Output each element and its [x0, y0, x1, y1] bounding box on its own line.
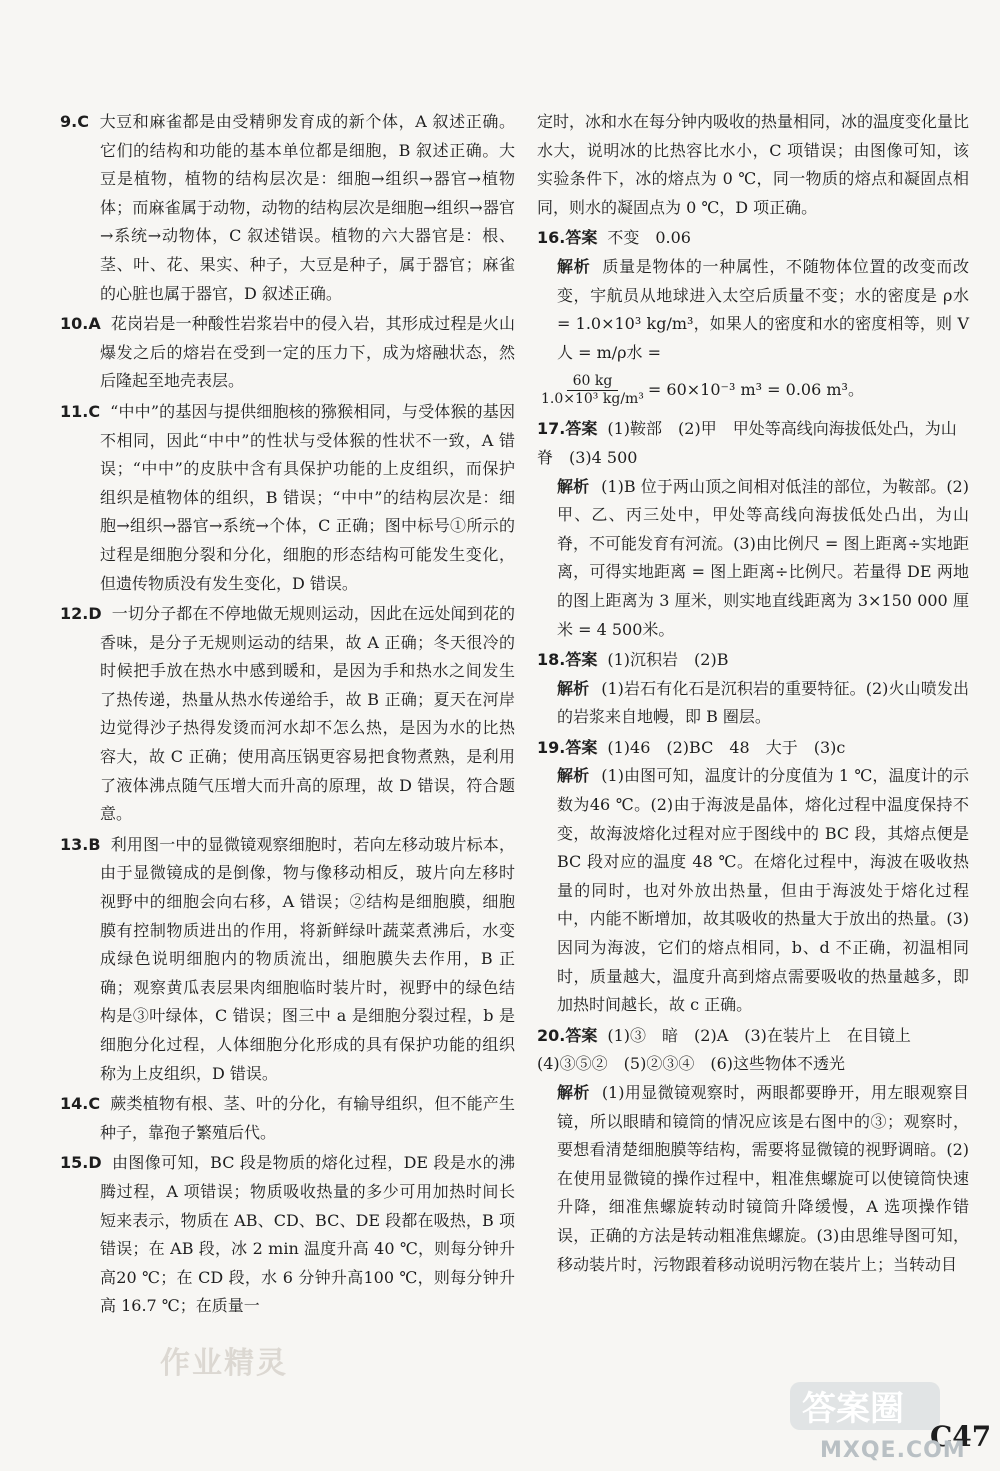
answer-item-16 [537, 224, 969, 413]
item-answer: 不变 0.06 [607, 228, 691, 248]
jiexi-text: (1)B 位于两山顶之间相对低洼的部位，为鞍部。(2)甲、乙、丙三处中，甲处等高线向海拔低处凸出，为山脊，不可能发育有河流。(3)由比例尺 = 图上距离÷实地距离，可得实地距离 = 图上距离÷比例尺。若量得 DE 两地的图上距离为 3 厘米，则实地直线距离为 3×150 000 厘米 = 4 500米。 [557, 476, 969, 639]
answer-item-18 [537, 646, 969, 732]
item-number: 17.答案 [537, 419, 598, 439]
jiexi-label: 解析 [557, 678, 590, 698]
formula-result: = 60×10⁻³ m³ = 0.06 m³。 [647, 380, 864, 400]
jiexi-text: (1)由图可知，温度计的分度值为 1 ℃，温度计的示数为46 ℃。(2)由于海波是晶体，熔化过程中温度保持不变，故海波熔化过程对应于图线中的 BC 段，其熔点便是 BC 段对应的温度 48 ℃。在熔化过程中，海波在吸收热量的同时，也对外放出热量，但由于海波处于熔化过程中，内能不断增加，故其吸收的热量大于放出的热量。(3)因同为海波，它们的熔点相同，b、d 不正确，初温相同时，质量越大，温度升高到熔点需要吸收的热量越多，即加热时间越长，故 c 正确。 [557, 766, 969, 1015]
answer-item-10 [60, 310, 515, 396]
item-answer: (1)46 (2)BC 48 大于 (3)c [607, 737, 846, 757]
item-number: 13.B [60, 834, 101, 854]
item-number: 11.C [60, 401, 101, 421]
item-text: 大豆和麻雀都是由受精卵发育成的新个体，A 叙述正确。它们的结构和功能的基本单位都是细胞，B 叙述正确。大豆是植物，植物的结构层次是：细胞→组织→器官→植物体；而麻雀属于动物，动物的结构层次是细胞→组织→器官→系统→动物体，C 叙述错误。植物的六大器官是：根、茎、叶、花、果实、种子，大豆是种子，属于器官；麻雀的心脏也属于器官，D 叙述正确。 [98, 112, 515, 303]
watermark-site: MXQE.COM [820, 1438, 966, 1463]
answer-item-13 [60, 831, 515, 1088]
jiexi-text: (1)岩石有化石是沉积岩的重要特征。(2)火山喷发出的岩浆来自地幔，即 B 圈层。 [557, 678, 969, 727]
item-answer: (1)③ 暗 (2)A (3)在装片上 在目镜上 (4)③⑤② (5)②③④ (6)这些物体不透光 [537, 1025, 927, 1074]
right-column [537, 108, 969, 1281]
volume-formula [537, 367, 969, 413]
item-text: 花岗岩是一种酸性岩浆岩中的侵入岩，其形成过程是火山爆发之后的熔岩在受到一定的压力下，成为熔融状态，然后隆起至地壳表层。 [100, 314, 515, 391]
jiexi-text: (1)用显微镜观察时，两眼都要睁开，用左眼观察目镜，所以眼睛和镜筒的情况应该是右图中的③；观察时，要想看清楚细胞膜等结构，需要将显微镜的视野调暗。(2)在使用显微镜的操作过程中，粗准焦螺旋可以使镜筒快速升降，细准焦螺旋转动时镜筒升降缓慢，A 选项操作错误，正确的方法是转动粗准焦螺旋。(3)由思维导图可知，移动装片时，污物跟着移动说明污物在装片上；当转动目 [557, 1083, 969, 1274]
watermark-zuoye-jingling: 作业精灵 [160, 1346, 288, 1381]
item-number: 10.A [60, 314, 101, 334]
fraction-numerator: 60 kg [567, 373, 619, 391]
page-number: C47 [930, 1420, 992, 1453]
jiexi-label: 解析 [557, 476, 590, 496]
jiexi-text: 质量是物体的一种属性，不随物体位置的改变而改变，宇航员从地球进入太空后质量不变；水的密度是 ρ水 = 1.0×10³ kg/m³，如果人的密度和水的密度相等，则 V人 = m/ρ水 = [557, 256, 969, 362]
item-number: 16.答案 [537, 228, 598, 248]
item-number: 12.D [60, 604, 102, 624]
item-text: 一切分子都在不停地做无规则运动，因此在远处闻到花的香味，是分子无规则运动的结果，故 A 正确；冬天很冷的时候把手放在热水中感到暖和，是因为手和热水之间发生了热传递，热量从热水传递给手，故 B 正确；夏天在河岸边觉得沙子热得发烫而河水却不怎么热，是因为水的比热容大，故 C 正确；使用高压锅更容易把食物煮熟，是利用了液体沸点随气压增大而升高的原理，故 D 错误，符合题意。 [100, 604, 515, 824]
answer-item-15 [60, 1149, 515, 1321]
item-text: 利用图一中的显微镜观察细胞时，若向左移动玻片标本，由于显微镜成的是倒像，物与像移动相反，玻片向左移时视野中的细胞会向右移，A 错误；②结构是细胞膜，细胞膜有控制物质进出的作用，将新鲜绿叶蔬菜煮沸后，水变成绿色说明细胞内的物质流出，细胞膜失去作用，B 正确；观察黄瓜表层果肉细胞临时装片时，视野中的绿色结构是③叶绿体，C 错误；图三中 a 是细胞分裂过程，b 是细胞分化过程，人体细胞分化形成的具有保护功能的组织称为上皮组织，D 错误。 [100, 834, 515, 1083]
watermark-logo-text: 答案圈 [802, 1389, 904, 1429]
item-number: 20.答案 [537, 1025, 598, 1045]
fraction-denominator: 1.0×10³ kg/m³ [541, 390, 644, 407]
item-text: 由图像可知，BC 段是物质的熔化过程，DE 段是水的沸腾过程，A 项错误；物质吸收热量的多少可用加热时间长短来表示，物质在 AB、CD、BC、DE 段都在吸热，B 项错误；在 AB 段，冰 2 min 温度升高 40 ℃，则每分钟升高20 ℃；在 CD 段，水 6 分钟升高100 ℃，则每分钟升高 16.7 ℃；在质量一 [100, 1153, 515, 1316]
item-number: 19.答案 [537, 737, 598, 757]
item-number: 18.答案 [537, 650, 598, 670]
item-number: 15.D [60, 1153, 102, 1173]
answer-item-9 [60, 108, 515, 308]
jiexi-label: 解析 [557, 1083, 590, 1102]
answer-item-15-continued: 定时，冰和水在每分钟内吸收的热量相同，冰的温度变化量比水大，说明冰的比热容比水小，C 项错误；由图像可知，该实验条件下，冰的熔点为 0 ℃，同一物质的熔点和凝固点相同，则水的凝固点为 0 ℃，D 项正确。 [537, 112, 970, 217]
item-text: 蕨类植物有根、茎、叶的分化，有输导组织，但不能产生种子，靠孢子繁殖后代。 [100, 1094, 515, 1142]
jiexi-label: 解析 [557, 256, 591, 276]
fraction [541, 373, 644, 408]
answer-item-11 [60, 398, 515, 598]
left-column [60, 108, 515, 1323]
answer-item-12 [60, 600, 515, 829]
item-number: 9.C [60, 112, 89, 131]
item-answer: (1)沉积岩 (2)B [607, 650, 729, 670]
item-number: 14.C [60, 1094, 101, 1114]
answer-item-20 [537, 1022, 969, 1279]
answer-item-19 [537, 734, 969, 1020]
jiexi-label: 解析 [557, 766, 590, 786]
answer-item-14 [60, 1090, 515, 1147]
item-text: “中中”的基因与提供细胞核的猕猴相同，与受体猴的基因不相同，因此“中中”的性状与受体猴的性状不一致，A 错误；“中中”的皮肤中含有具保护功能的上皮组织，而保护组织是植物体的组织，B 错误；“中中”的结构层次是：细胞→组织→器官→系统→个体，C 正确；图中标号①所示的过程是细胞分裂和分化，细胞的形态结构可能发生变化，但遗传物质没有发生变化，D 错误。 [100, 401, 515, 593]
item-answer: (1)鞍部 (2)甲 甲处等高线向海拔低处凸，为山脊 (3)4 500 [537, 419, 957, 467]
answer-item-17 [537, 415, 969, 644]
